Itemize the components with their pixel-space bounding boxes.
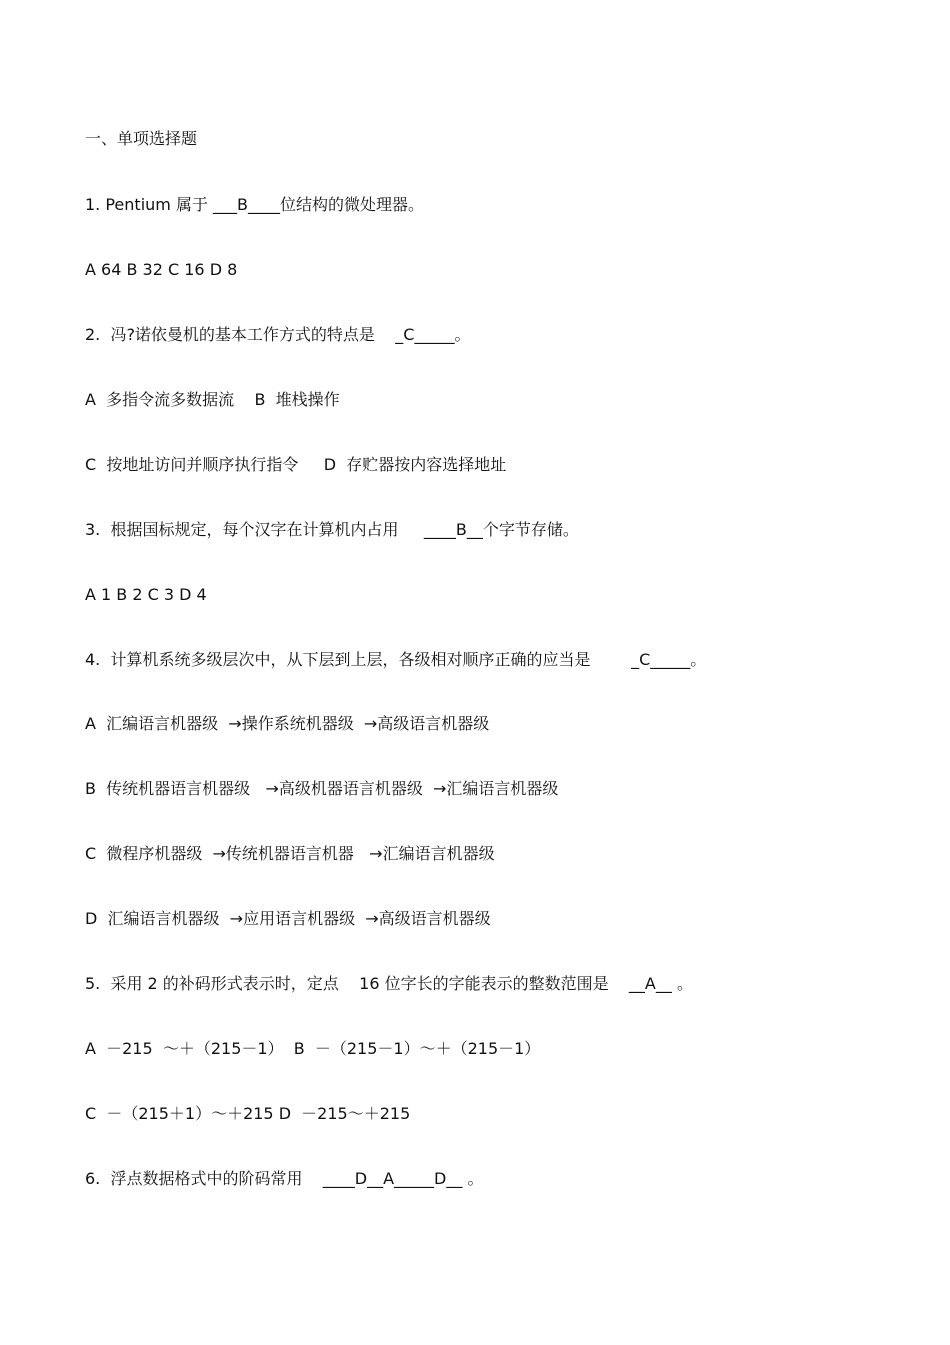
question-3-options: A 1 B 2 C 3 D 4 [85, 585, 207, 604]
question-2-options-cd: C 按地址访问并顺序执行指令 D 存贮器按内容选择地址 [85, 455, 507, 474]
section-title: 一、单项选择题 [85, 129, 198, 148]
question-1-options: A 64 B 32 C 16 D 8 [85, 260, 238, 279]
question-3: 3. 根据国标规定，每个汉字在计算机内占用 ____B__个字节存储。 [85, 520, 579, 539]
question-4-option-b: B 传统机器语言机器级 →高级机器语言机器级 →汇编语言机器级 [85, 779, 559, 798]
question-4-option-c: C 微程序机器级 →传统机器语言机器 →汇编语言机器级 [85, 844, 495, 863]
question-2: 2. 冯?诺依曼机的基本工作方式的特点是 _C_____。 [85, 325, 471, 344]
question-4-option-d: D 汇编语言机器级 →应用语言机器级 →高级语言机器级 [85, 909, 491, 928]
question-4: 4. 计算机系统多级层次中，从下层到上层，各级相对顺序正确的应当是 _C_____。 [85, 650, 707, 669]
question-6: 6. 浮点数据格式中的阶码常用 ____D__A_____D__ 。 [85, 1169, 484, 1188]
question-1: 1. Pentium 属于 ___B____位结构的微处理器。 [85, 195, 425, 214]
question-5-options-ab: A －215 ～＋（215－1） B －（215－1）～＋（215－1） [85, 1039, 541, 1058]
question-5: 5. 采用 2 的补码形式表示时，定点 16 位字长的字能表示的整数范围是 __A__ 。 [85, 974, 693, 993]
question-2-options-ab: A 多指令流多数据流 B 堆栈操作 [85, 390, 340, 409]
question-4-option-a: A 汇编语言机器级 →操作系统机器级 →高级语言机器级 [85, 714, 490, 733]
question-5-options-cd: C －（215＋1）～＋215 D －215～＋215 [85, 1104, 411, 1123]
